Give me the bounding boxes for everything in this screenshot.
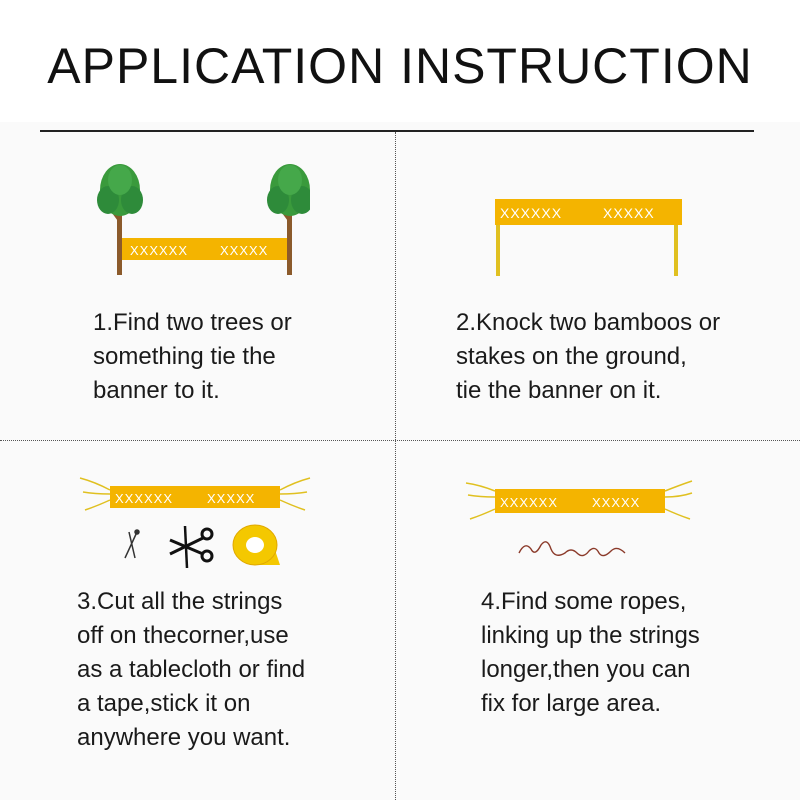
banner-text-right: XXXXX [603, 205, 655, 221]
banner-text-left: XXXXXX [500, 205, 563, 221]
banner-text-right: XXXXX [207, 491, 256, 506]
banner-text-left: XXXXXX [500, 495, 559, 510]
banner-text-left: XXXXXX [115, 491, 174, 506]
banner [110, 486, 280, 508]
pins-icon [125, 530, 139, 558]
caption-line: 1.Find two trees or [93, 309, 292, 336]
caption-line: a tape,stick it on [77, 690, 251, 717]
strings-right [280, 478, 310, 510]
vertical-divider [395, 132, 396, 800]
banner [495, 199, 682, 225]
banner-text-left: XXXXXX [130, 243, 189, 258]
banner [122, 238, 287, 260]
banner-text-right: XXXXX [592, 495, 641, 510]
rope-icon [515, 535, 635, 565]
tape-roll-icon [233, 525, 280, 565]
caption-line: something tie the [93, 343, 276, 370]
caption-line: banner to it. [93, 377, 220, 404]
step-4-caption [481, 585, 700, 721]
tools-illustration [115, 520, 285, 570]
strings-banner-illustration-2 [460, 475, 700, 525]
caption-line: longer,then you can [481, 656, 691, 683]
header [0, 0, 800, 122]
page-title: APPLICATION INSTRUCTION [47, 38, 753, 94]
caption-line: 4.Find some ropes, [481, 588, 687, 615]
strings-right [665, 481, 692, 519]
strings-left [466, 483, 495, 519]
caption-line: linking up the strings [481, 622, 700, 649]
caption-line: 3.Cut all the strings [77, 588, 283, 615]
scissors-icon [170, 526, 212, 568]
banner-text-right: XXXXX [220, 243, 269, 258]
caption-line: as a tablecloth or find [77, 656, 306, 683]
strings-left [80, 478, 110, 510]
caption-line: 2.Knock two bamboos or [456, 309, 721, 336]
caption-line: tie the banner on it. [456, 377, 662, 404]
step-1-caption [93, 306, 292, 408]
caption-line: off on thecorner,use [77, 622, 289, 649]
strings-banner-illustration [75, 470, 315, 520]
step-2-caption [456, 306, 720, 408]
horizontal-divider [0, 440, 800, 441]
trees-banner-illustration [90, 160, 310, 280]
caption-line: fix for large area. [481, 690, 662, 717]
step-3-caption [77, 585, 305, 755]
banner [495, 489, 665, 513]
title-divider [40, 130, 754, 132]
caption-line: stakes on the ground, [456, 343, 687, 370]
caption-line: anywhere you want. [77, 724, 291, 751]
stakes-banner-illustration [490, 195, 690, 280]
